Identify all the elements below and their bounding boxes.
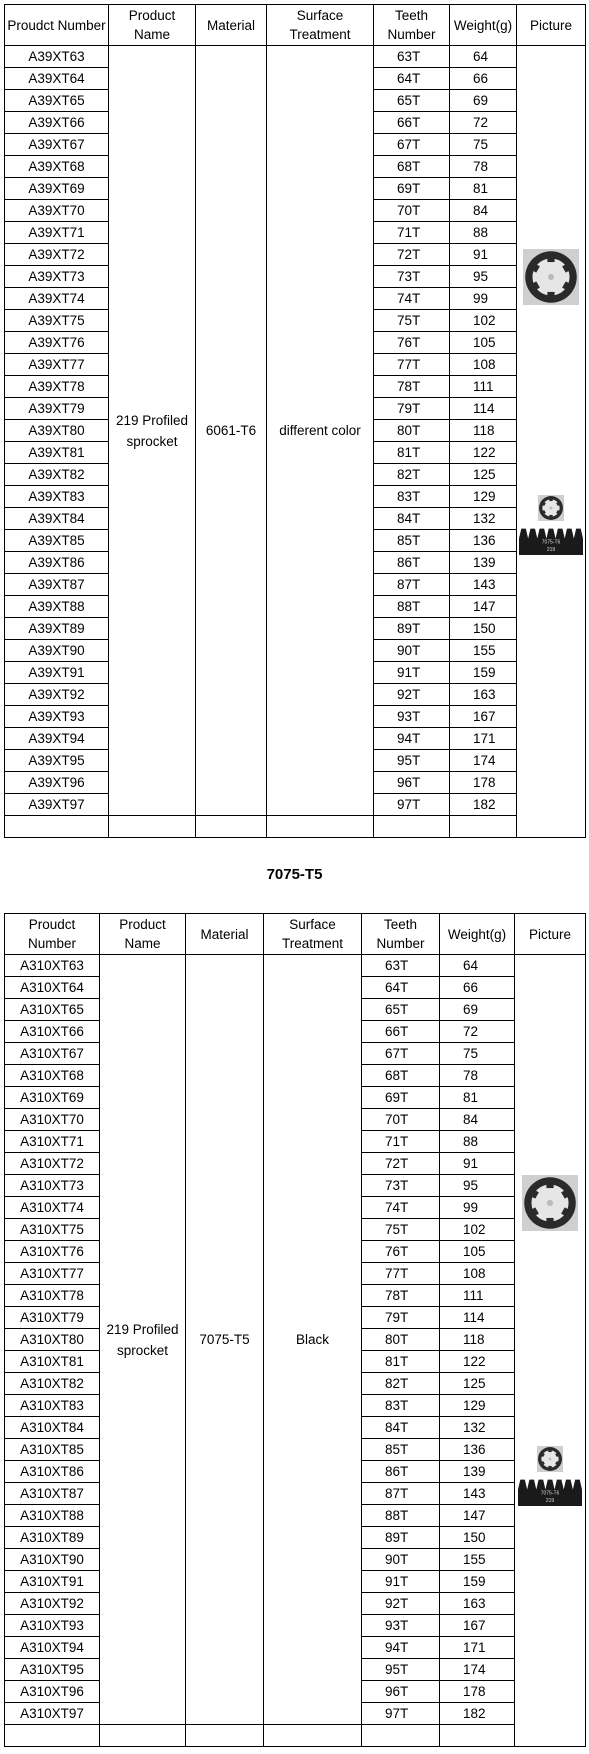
table-body (5, 46, 586, 838)
weight-cell: 118 (440, 1329, 515, 1351)
teeth-number-cell: 89T (362, 1527, 440, 1549)
weight-cell: 91 (450, 244, 517, 266)
header-product-number: Proudct Number (5, 5, 109, 46)
weight-cell: 125 (450, 464, 517, 486)
weight-cell: 178 (440, 1681, 515, 1703)
weight-cell: 75 (440, 1043, 515, 1065)
weight-cell: 182 (440, 1703, 515, 1725)
weight-cell: 84 (450, 200, 517, 222)
weight-cell: 81 (450, 178, 517, 200)
weight-cell: 174 (440, 1659, 515, 1681)
product-number-cell: A39XT88 (5, 596, 109, 618)
product-number-cell: A310XT86 (5, 1461, 100, 1483)
product-number-cell: A310XT89 (5, 1527, 100, 1549)
teeth-number-cell: 67T (374, 134, 450, 156)
teeth-number-cell: 67T (362, 1043, 440, 1065)
product-number-cell: A310XT97 (5, 1703, 100, 1725)
weight-cell: 102 (450, 310, 517, 332)
teeth-number-cell: 83T (374, 486, 450, 508)
teeth-number-cell: 70T (374, 200, 450, 222)
teeth-number-cell: 93T (374, 706, 450, 728)
product-number-cell: A39XT72 (5, 244, 109, 266)
teeth-number-cell: 74T (374, 288, 450, 310)
teeth-number-cell: 64T (374, 68, 450, 90)
weight-cell: 143 (440, 1483, 515, 1505)
weight-cell: 136 (450, 530, 517, 552)
product-number-cell: A310XT96 (5, 1681, 100, 1703)
teeth-number-cell: 85T (374, 530, 450, 552)
weight-cell: 72 (440, 1021, 515, 1043)
table-header (5, 5, 586, 46)
weight-cell: 155 (450, 640, 517, 662)
weight-cell: 182 (450, 794, 517, 816)
product-number-cell: A39XT68 (5, 156, 109, 178)
product-number-cell: A39XT77 (5, 354, 109, 376)
empty-cell (264, 1725, 362, 1747)
product-number-cell: A39XT78 (5, 376, 109, 398)
teeth-number-cell: 92T (362, 1593, 440, 1615)
empty-cell (5, 816, 109, 838)
product-number-cell: A310XT68 (5, 1065, 100, 1087)
product-number-cell: A39XT87 (5, 574, 109, 596)
header-surface-treatment: Surface Treatment (267, 5, 374, 46)
header-material: Material (186, 914, 264, 955)
product-number-cell: A310XT83 (5, 1395, 100, 1417)
empty-cell (5, 1725, 100, 1747)
teeth-number-cell: 96T (362, 1681, 440, 1703)
header-product-name: Product Name (100, 914, 186, 955)
teeth-number-cell: 71T (374, 222, 450, 244)
weight-cell: 64 (450, 46, 517, 68)
teeth-number-cell: 66T (362, 1021, 440, 1043)
product-number-cell: A39XT86 (5, 552, 109, 574)
product-number-cell: A310XT75 (5, 1219, 100, 1241)
teeth-number-cell: 87T (374, 574, 450, 596)
weight-cell: 129 (450, 486, 517, 508)
teeth-number-cell: 92T (374, 684, 450, 706)
picture-group (515, 955, 585, 1746)
product-number-cell: A39XT94 (5, 728, 109, 750)
sprocket-face-photo-icon (523, 249, 579, 305)
teeth-number-cell: 81T (374, 442, 450, 464)
section-title: 7075-T5 (266, 866, 323, 883)
product-number-cell: A310XT81 (5, 1351, 100, 1373)
weight-cell: 155 (440, 1549, 515, 1571)
weight-cell: 114 (450, 398, 517, 420)
sprocket-edge-photo-icon (519, 525, 583, 555)
product-number-cell: A39XT71 (5, 222, 109, 244)
weight-cell: 72 (450, 112, 517, 134)
weight-cell: 99 (450, 288, 517, 310)
product-number-cell: A39XT64 (5, 68, 109, 90)
product-number-cell: A310XT95 (5, 1659, 100, 1681)
weight-cell: 136 (440, 1439, 515, 1461)
svg-text:7075-T6: 7075-T6 (540, 1490, 560, 1497)
product-number-cell: A310XT77 (5, 1263, 100, 1285)
picture-group (517, 46, 585, 837)
teeth-number-cell: 97T (362, 1703, 440, 1725)
picture-cell (517, 46, 586, 838)
sprocket-small-photo-icon (538, 495, 564, 521)
empty-cell (440, 1725, 515, 1747)
spec-table-6061 (4, 4, 586, 838)
teeth-number-cell: 80T (374, 420, 450, 442)
product-number-cell: A39XT89 (5, 618, 109, 640)
teeth-number-cell: 66T (374, 112, 450, 134)
weight-cell: 81 (440, 1087, 515, 1109)
product-number-cell: A39XT90 (5, 640, 109, 662)
weight-cell: 108 (440, 1263, 515, 1285)
teeth-number-cell: 77T (374, 354, 450, 376)
weight-cell: 167 (440, 1615, 515, 1637)
product-number-cell: A310XT64 (5, 977, 100, 999)
sprocket-face-photo-icon (522, 1175, 578, 1231)
product-number-cell: A310XT78 (5, 1285, 100, 1307)
weight-cell: 66 (450, 68, 517, 90)
weight-cell: 147 (450, 596, 517, 618)
product-number-cell: A310XT67 (5, 1043, 100, 1065)
empty-cell (186, 1725, 264, 1747)
teeth-number-cell: 74T (362, 1197, 440, 1219)
header-picture: Picture (515, 914, 586, 955)
empty-cell (374, 816, 450, 838)
weight-cell: 122 (440, 1351, 515, 1373)
weight-cell: 150 (450, 618, 517, 640)
product-number-cell: A39XT95 (5, 750, 109, 772)
weight-cell: 64 (440, 955, 515, 977)
teeth-number-cell: 65T (362, 999, 440, 1021)
product-number-cell: A39XT75 (5, 310, 109, 332)
weight-cell: 178 (450, 772, 517, 794)
product-name-cell: 219 Profiled sprocket (100, 955, 186, 1725)
empty-cell (109, 816, 196, 838)
empty-cell (100, 1725, 186, 1747)
product-number-cell: A39XT63 (5, 46, 109, 68)
teeth-number-cell: 82T (374, 464, 450, 486)
table-body (5, 955, 586, 1747)
teeth-number-cell: 76T (362, 1241, 440, 1263)
teeth-number-cell: 84T (374, 508, 450, 530)
spec-table-7075 (4, 913, 586, 1747)
header-teeth-number: Teeth Number (362, 914, 440, 955)
teeth-number-cell: 70T (362, 1109, 440, 1131)
product-number-cell: A310XT63 (5, 955, 100, 977)
teeth-number-cell: 89T (374, 618, 450, 640)
material-cell: 6061-T6 (196, 46, 267, 816)
teeth-number-cell: 68T (374, 156, 450, 178)
teeth-number-cell: 72T (362, 1153, 440, 1175)
teeth-number-cell: 94T (374, 728, 450, 750)
teeth-number-cell: 79T (362, 1307, 440, 1329)
product-number-cell: A39XT84 (5, 508, 109, 530)
teeth-number-cell: 75T (374, 310, 450, 332)
surface-treatment-cell: different color (267, 46, 374, 816)
product-number-cell: A39XT67 (5, 134, 109, 156)
svg-text:219: 219 (546, 546, 556, 553)
header-picture: Picture (517, 5, 586, 46)
product-number-cell: A310XT70 (5, 1109, 100, 1131)
weight-cell: 95 (440, 1175, 515, 1197)
table-row-empty (5, 816, 586, 838)
weight-cell: 159 (450, 662, 517, 684)
weight-cell: 105 (440, 1241, 515, 1263)
teeth-number-cell: 69T (374, 178, 450, 200)
weight-cell: 75 (450, 134, 517, 156)
teeth-number-cell: 73T (362, 1175, 440, 1197)
weight-cell: 108 (450, 354, 517, 376)
teeth-number-cell: 93T (362, 1615, 440, 1637)
teeth-number-cell: 78T (374, 376, 450, 398)
product-number-cell: A39XT79 (5, 398, 109, 420)
header-product-name: Product Name (109, 5, 196, 46)
weight-cell: 132 (440, 1417, 515, 1439)
weight-cell: 174 (450, 750, 517, 772)
empty-cell (450, 816, 517, 838)
product-number-cell: A39XT80 (5, 420, 109, 442)
weight-cell: 167 (450, 706, 517, 728)
teeth-number-cell: 90T (362, 1549, 440, 1571)
product-number-cell: A39XT83 (5, 486, 109, 508)
product-number-cell: A310XT72 (5, 1153, 100, 1175)
teeth-number-cell: 68T (362, 1065, 440, 1087)
weight-cell: 171 (450, 728, 517, 750)
product-number-cell: A310XT88 (5, 1505, 100, 1527)
teeth-number-cell: 86T (374, 552, 450, 574)
teeth-number-cell: 86T (362, 1461, 440, 1483)
product-number-cell: A39XT92 (5, 684, 109, 706)
weight-cell: 159 (440, 1571, 515, 1593)
weight-cell: 171 (440, 1637, 515, 1659)
product-number-cell: A39XT96 (5, 772, 109, 794)
weight-cell: 111 (440, 1285, 515, 1307)
product-number-cell: A39XT91 (5, 662, 109, 684)
sprocket-small-photo-icon (537, 1446, 563, 1472)
teeth-number-cell: 76T (374, 332, 450, 354)
weight-cell: 143 (450, 574, 517, 596)
product-number-cell: A310XT92 (5, 1593, 100, 1615)
teeth-number-cell: 87T (362, 1483, 440, 1505)
svg-text:7075-T6: 7075-T6 (541, 539, 561, 546)
product-number-cell: A39XT65 (5, 90, 109, 112)
product-number-cell: A39XT69 (5, 178, 109, 200)
header-product-number: Proudct Number (5, 914, 100, 955)
teeth-number-cell: 77T (362, 1263, 440, 1285)
product-number-cell: A310XT71 (5, 1131, 100, 1153)
teeth-number-cell: 63T (362, 955, 440, 977)
teeth-number-cell: 71T (362, 1131, 440, 1153)
empty-cell (267, 816, 374, 838)
picture-cell (515, 955, 586, 1747)
product-number-cell: A310XT66 (5, 1021, 100, 1043)
teeth-number-cell: 79T (374, 398, 450, 420)
product-number-cell: A39XT85 (5, 530, 109, 552)
teeth-number-cell: 95T (362, 1659, 440, 1681)
teeth-number-cell: 64T (362, 977, 440, 999)
header-teeth-number: Teeth Number (374, 5, 450, 46)
teeth-number-cell: 75T (362, 1219, 440, 1241)
product-number-cell: A39XT70 (5, 200, 109, 222)
weight-cell: 69 (440, 999, 515, 1021)
header-material: Material (196, 5, 267, 46)
product-number-cell: A310XT87 (5, 1483, 100, 1505)
teeth-number-cell: 84T (362, 1417, 440, 1439)
teeth-number-cell: 72T (374, 244, 450, 266)
product-number-cell: A310XT73 (5, 1175, 100, 1197)
table-row (5, 46, 586, 68)
weight-cell: 78 (450, 156, 517, 178)
product-number-cell: A310XT84 (5, 1417, 100, 1439)
table-header (5, 914, 586, 955)
weight-cell: 118 (450, 420, 517, 442)
teeth-number-cell: 96T (374, 772, 450, 794)
table-row (5, 955, 586, 977)
teeth-number-cell: 90T (374, 640, 450, 662)
teeth-number-cell: 73T (374, 266, 450, 288)
weight-cell: 69 (450, 90, 517, 112)
weight-cell: 147 (440, 1505, 515, 1527)
empty-cell (362, 1725, 440, 1747)
teeth-number-cell: 81T (362, 1351, 440, 1373)
product-number-cell: A39XT73 (5, 266, 109, 288)
weight-cell: 163 (440, 1593, 515, 1615)
teeth-number-cell: 80T (362, 1329, 440, 1351)
weight-cell: 139 (450, 552, 517, 574)
sprocket-edge-photo-icon (518, 1476, 582, 1506)
product-number-cell: A39XT74 (5, 288, 109, 310)
teeth-number-cell: 63T (374, 46, 450, 68)
weight-cell: 88 (450, 222, 517, 244)
teeth-number-cell: 91T (362, 1571, 440, 1593)
product-number-cell: A39XT82 (5, 464, 109, 486)
weight-cell: 91 (440, 1153, 515, 1175)
weight-cell: 88 (440, 1131, 515, 1153)
weight-cell: 111 (450, 376, 517, 398)
weight-cell: 102 (440, 1219, 515, 1241)
table-row-empty (5, 1725, 586, 1747)
product-number-cell: A310XT69 (5, 1087, 100, 1109)
teeth-number-cell: 82T (362, 1373, 440, 1395)
weight-cell: 139 (440, 1461, 515, 1483)
weight-cell: 84 (440, 1109, 515, 1131)
product-number-cell: A310XT65 (5, 999, 100, 1021)
teeth-number-cell: 88T (362, 1505, 440, 1527)
product-number-cell: A310XT79 (5, 1307, 100, 1329)
header-weight: Weight(g) (440, 914, 515, 955)
weight-cell: 122 (450, 442, 517, 464)
weight-cell: 114 (440, 1307, 515, 1329)
weight-cell: 129 (440, 1395, 515, 1417)
product-number-cell: A310XT94 (5, 1637, 100, 1659)
weight-cell: 66 (440, 977, 515, 999)
product-number-cell: A39XT97 (5, 794, 109, 816)
product-number-cell: A39XT81 (5, 442, 109, 464)
header-weight: Weight(g) (450, 5, 517, 46)
weight-cell: 105 (450, 332, 517, 354)
weight-cell: 125 (440, 1373, 515, 1395)
product-number-cell: A310XT80 (5, 1329, 100, 1351)
weight-cell: 132 (450, 508, 517, 530)
weight-cell: 150 (440, 1527, 515, 1549)
product-number-cell: A310XT74 (5, 1197, 100, 1219)
product-number-cell: A310XT85 (5, 1439, 100, 1461)
teeth-number-cell: 94T (362, 1637, 440, 1659)
material-cell: 7075-T5 (186, 955, 264, 1725)
weight-cell: 95 (450, 266, 517, 288)
teeth-number-cell: 85T (362, 1439, 440, 1461)
teeth-number-cell: 97T (374, 794, 450, 816)
header-surface-treatment: Surface Treatment (264, 914, 362, 955)
teeth-number-cell: 69T (362, 1087, 440, 1109)
weight-cell: 163 (450, 684, 517, 706)
product-number-cell: A310XT91 (5, 1571, 100, 1593)
product-number-cell: A310XT82 (5, 1373, 100, 1395)
teeth-number-cell: 83T (362, 1395, 440, 1417)
teeth-number-cell: 91T (374, 662, 450, 684)
surface-treatment-cell: Black (264, 955, 362, 1725)
teeth-number-cell: 95T (374, 750, 450, 772)
teeth-number-cell: 65T (374, 90, 450, 112)
empty-cell (196, 816, 267, 838)
product-number-cell: A310XT76 (5, 1241, 100, 1263)
product-name-cell: 219 Profiled sprocket (109, 46, 196, 816)
product-number-cell: A39XT66 (5, 112, 109, 134)
weight-cell: 99 (440, 1197, 515, 1219)
product-number-cell: A39XT93 (5, 706, 109, 728)
product-number-cell: A310XT93 (5, 1615, 100, 1637)
product-number-cell: A39XT76 (5, 332, 109, 354)
product-number-cell: A310XT90 (5, 1549, 100, 1571)
teeth-number-cell: 78T (362, 1285, 440, 1307)
teeth-number-cell: 88T (374, 596, 450, 618)
svg-text:219: 219 (545, 1497, 555, 1504)
weight-cell: 78 (440, 1065, 515, 1087)
